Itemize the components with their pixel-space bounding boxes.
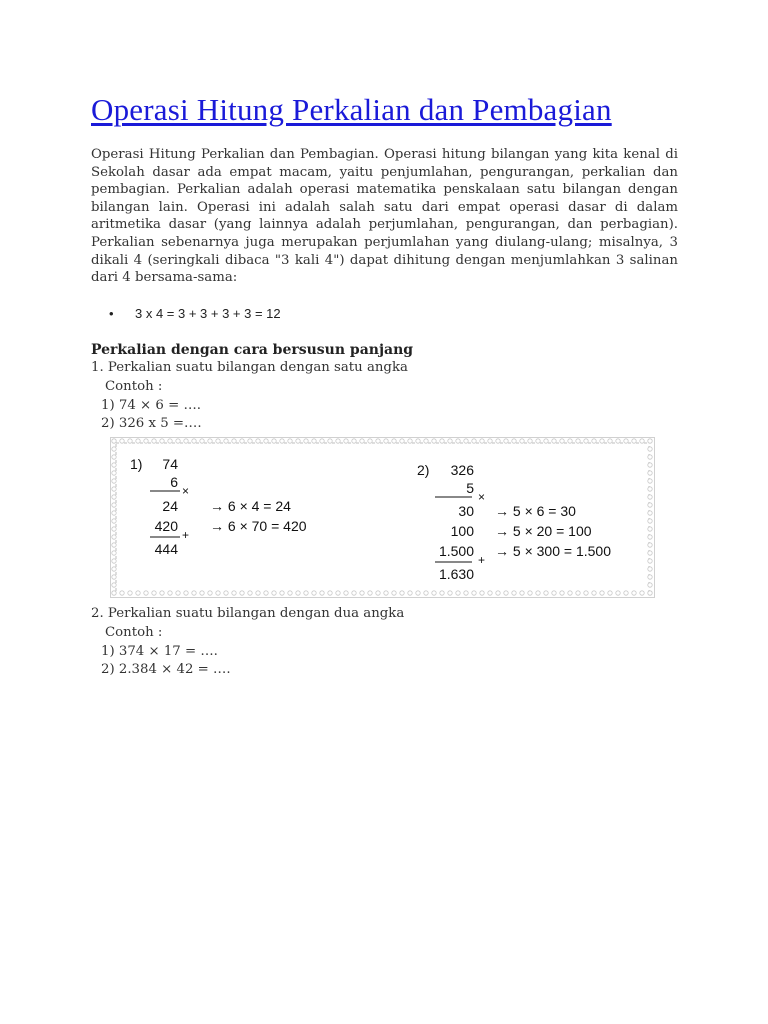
bullet-item (109, 306, 281, 321)
section1-example-1: 1) 74 × 6 = …. (101, 398, 201, 413)
bullet-text: 3 x 4 = 3 + 3 + 3 + 3 = 12 (135, 306, 281, 321)
example2-step-3: → 5 × 300 = 1.500 (495, 543, 611, 559)
example2-multiplier: 5 (466, 480, 474, 496)
section1-example-2: 2) 326 x 5 =…. (101, 416, 202, 431)
example2-step-2: → 5 × 20 = 100 (495, 523, 592, 539)
example2-times-sign: × (478, 490, 486, 504)
section2-item: 2. Perkalian suatu bilangan dengan dua angka (91, 606, 405, 621)
intro-paragraph: Operasi Hitung Perkalian dan Pembagian. Operasi hitung bilangan yang kita kenal di Sekolah dasar ada empat macam, yaitu penjumlahan, pengurangan, perkalian dan pembagian. Perkalian adalah operasi matematika penskalaan satu bilangan dengan bilangan lain. Operasi ini adalah salah satu dari empat operasi dasar di dalam aritmetika dasar (yang lainnya adalah perjumlahan, pengurangan, dan perbagian). Perkalian sebenarnya juga merupakan perjumlahan yang diulang-ulang; misalnya, 3 dikali 4 (seringkali dibaca "3 kali 4") dapat dihitung dengan menjumlahkan 3 salinan dari 4 bersama-sama: (91, 147, 678, 286)
example1-plus-sign: + (182, 528, 190, 542)
example2-result: 1.630 (438, 566, 474, 582)
example1-times-sign: × (182, 484, 190, 498)
example1-result: 444 (154, 541, 178, 557)
example2-partial-1: 30 (458, 503, 474, 519)
example1-partial-2: 420 (154, 518, 178, 534)
example2-step-1: → 5 × 6 = 30 (495, 503, 576, 519)
example1-step-1: → 6 × 4 = 24 (210, 498, 291, 514)
example1-step-2: → 6 × 70 = 420 (210, 518, 307, 534)
section2-example-2: 2) 2.384 × 42 = …. (101, 662, 231, 677)
example2-multiplicand: 326 (450, 462, 474, 478)
bullet-symbol: • (109, 306, 114, 321)
example1-multiplier: 6 (170, 474, 178, 490)
worked-example-figure (110, 437, 655, 598)
example1-multiplicand: 74 (162, 456, 178, 472)
example2-partial-2: 100 (450, 523, 474, 539)
example2-plus-sign: + (478, 553, 486, 567)
section1-item: 1. Perkalian suatu bilangan dengan satu angka (91, 360, 408, 375)
section1-contoh-label: Contoh : (105, 379, 163, 394)
section2-example-1: 1) 374 × 17 = …. (101, 644, 218, 659)
page-title[interactable]: Operasi Hitung Perkalian dan Pembagian (91, 92, 612, 127)
section-heading: Perkalian dengan cara bersusun panjang (91, 342, 414, 358)
example1-partial-1: 24 (162, 498, 178, 514)
section2-contoh-label: Contoh : (105, 625, 163, 640)
example2-label: 2) (417, 462, 430, 478)
example2-partial-3: 1.500 (438, 543, 474, 559)
example1-label: 1) (130, 456, 143, 472)
